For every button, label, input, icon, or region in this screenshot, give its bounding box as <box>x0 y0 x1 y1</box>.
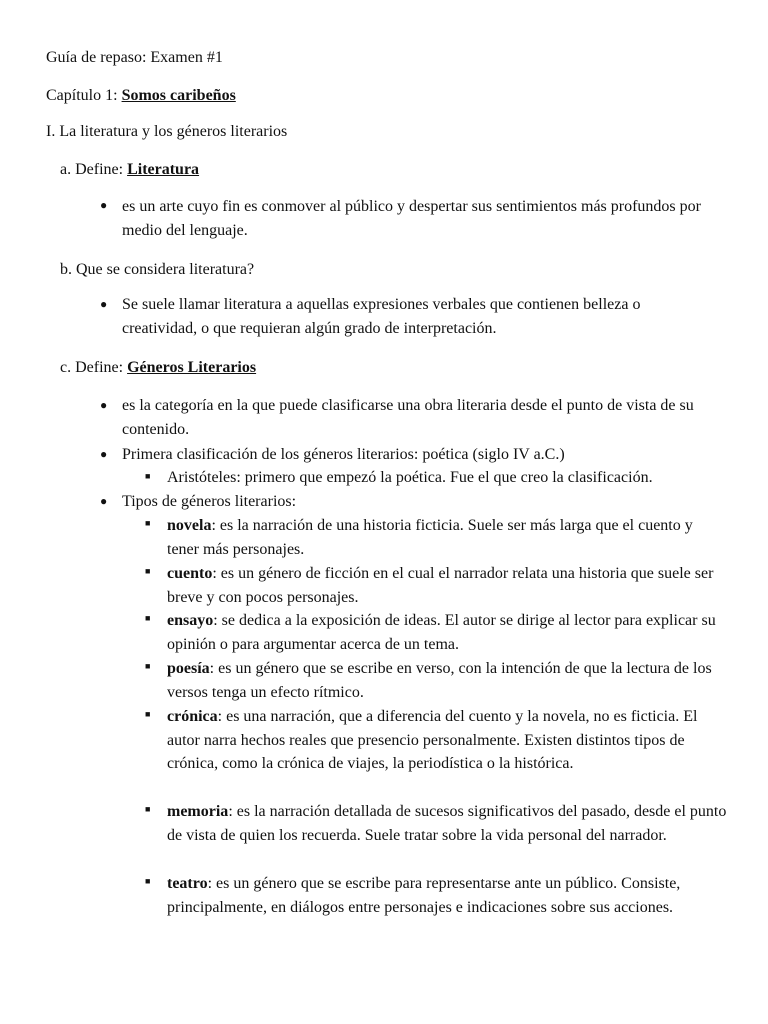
chapter-name: Somos caribeños <box>121 87 236 104</box>
doc-title: Guía de repaso: Examen #1 <box>46 49 223 66</box>
genre-item-memoria <box>167 800 727 847</box>
chapter-prefix: Capítulo 1: <box>46 87 122 104</box>
section-heading: I. La literatura y los géneros literarios <box>46 123 288 140</box>
genre-item-novela <box>167 514 727 561</box>
literatura-definition: es un arte cuyo fin es conmover al público y despertar sus sentimientos más profundos por medio del lenguaje. <box>122 198 701 239</box>
generos-definition: es la categoría en la que puede clasificarse una obra literaria desde el punto de vista de su contenido. <box>122 397 694 438</box>
chapter-heading <box>46 86 236 106</box>
genre-item-cuento <box>167 562 727 609</box>
genre-term: memoria <box>167 803 229 820</box>
que-se-considera-answer: Se suele llamar literatura a aquellas expresiones verbales que contienen belleza o creatividad, o que requieran algún grado de interpretación. <box>122 296 641 337</box>
genre-desc: : es un género que se escribe en verso, con la intención de que la lectura de los versos tenga un efecto rítmico. <box>167 660 712 701</box>
genre-term: ensayo <box>167 612 214 629</box>
define-literatura-heading <box>60 160 199 180</box>
genre-item-ensayo <box>167 609 727 656</box>
define-a-term: Literatura <box>127 161 200 178</box>
que-se-considera-heading: b. Que se considera literatura? <box>60 261 255 278</box>
primera-clasificacion: Primera clasificación de los géneros literarios: poética (siglo IV a.C.) <box>122 446 565 463</box>
bullet-icon: ● <box>100 494 108 508</box>
square-bullet-icon: ■ <box>145 804 151 814</box>
genre-term: cuento <box>167 565 213 582</box>
genre-desc: : se dedica a la exposición de ideas. El autor se dirige al lector para explicar su opinión o para argumentar acerca de un tema. <box>167 612 716 653</box>
define-generos-heading <box>60 358 256 378</box>
tipos-heading: Tipos de géneros literarios: <box>122 493 297 510</box>
aristoteles-note: Aristóteles: primero que empezó la poética. Fue el que creo la clasificación. <box>167 469 653 486</box>
define-c-prefix: c. Define: <box>60 359 128 376</box>
bullet-icon: ● <box>100 198 108 212</box>
bullet-icon: ● <box>100 398 108 412</box>
genre-term: teatro <box>167 875 208 892</box>
genre-item-cronica <box>167 705 727 776</box>
genre-item-teatro <box>167 872 727 919</box>
square-bullet-icon: ■ <box>145 566 151 576</box>
square-bullet-icon: ■ <box>145 613 151 623</box>
square-bullet-icon: ■ <box>145 471 151 481</box>
genre-desc: : es la narración de una historia ficticia. Suele ser más larga que el cuento y tener más personajes. <box>167 517 693 558</box>
genre-desc: : es la narración detallada de sucesos significativos del pasado, desde el punto de vista de quien los recuerda. Suele tratar sobre la vida personal del narrador. <box>167 803 727 844</box>
genre-desc: : es un género que se escribe para representarse ante un público. Consiste, principalmente, en diálogos entre personajes e indicaciones sobre sus acciones. <box>167 875 681 916</box>
square-bullet-icon: ■ <box>145 661 151 671</box>
genre-desc: : es una narración, que a diferencia del cuento y la novela, no es ficticia. El autor narra hechos reales que presencio personalmente. Existen distintos tipos de crónica, como la crónica de viajes, la periodística o la histórica. <box>167 708 698 772</box>
genre-desc: : es un género de ficción en el cual el narrador relata una historia que suele ser breve y con pocos personajes. <box>167 565 714 606</box>
genre-term: poesía <box>167 660 210 677</box>
define-a-prefix: a. Define: <box>60 161 128 178</box>
define-c-term: Géneros Literarios <box>127 359 257 376</box>
square-bullet-icon: ■ <box>145 518 151 528</box>
genre-term: crónica <box>167 708 218 725</box>
bullet-icon: ● <box>100 297 108 311</box>
genre-term: novela <box>167 517 212 534</box>
square-bullet-icon: ■ <box>145 876 151 886</box>
bullet-icon: ● <box>100 447 108 461</box>
square-bullet-icon: ■ <box>145 709 151 719</box>
genre-item-poesia <box>167 657 727 704</box>
